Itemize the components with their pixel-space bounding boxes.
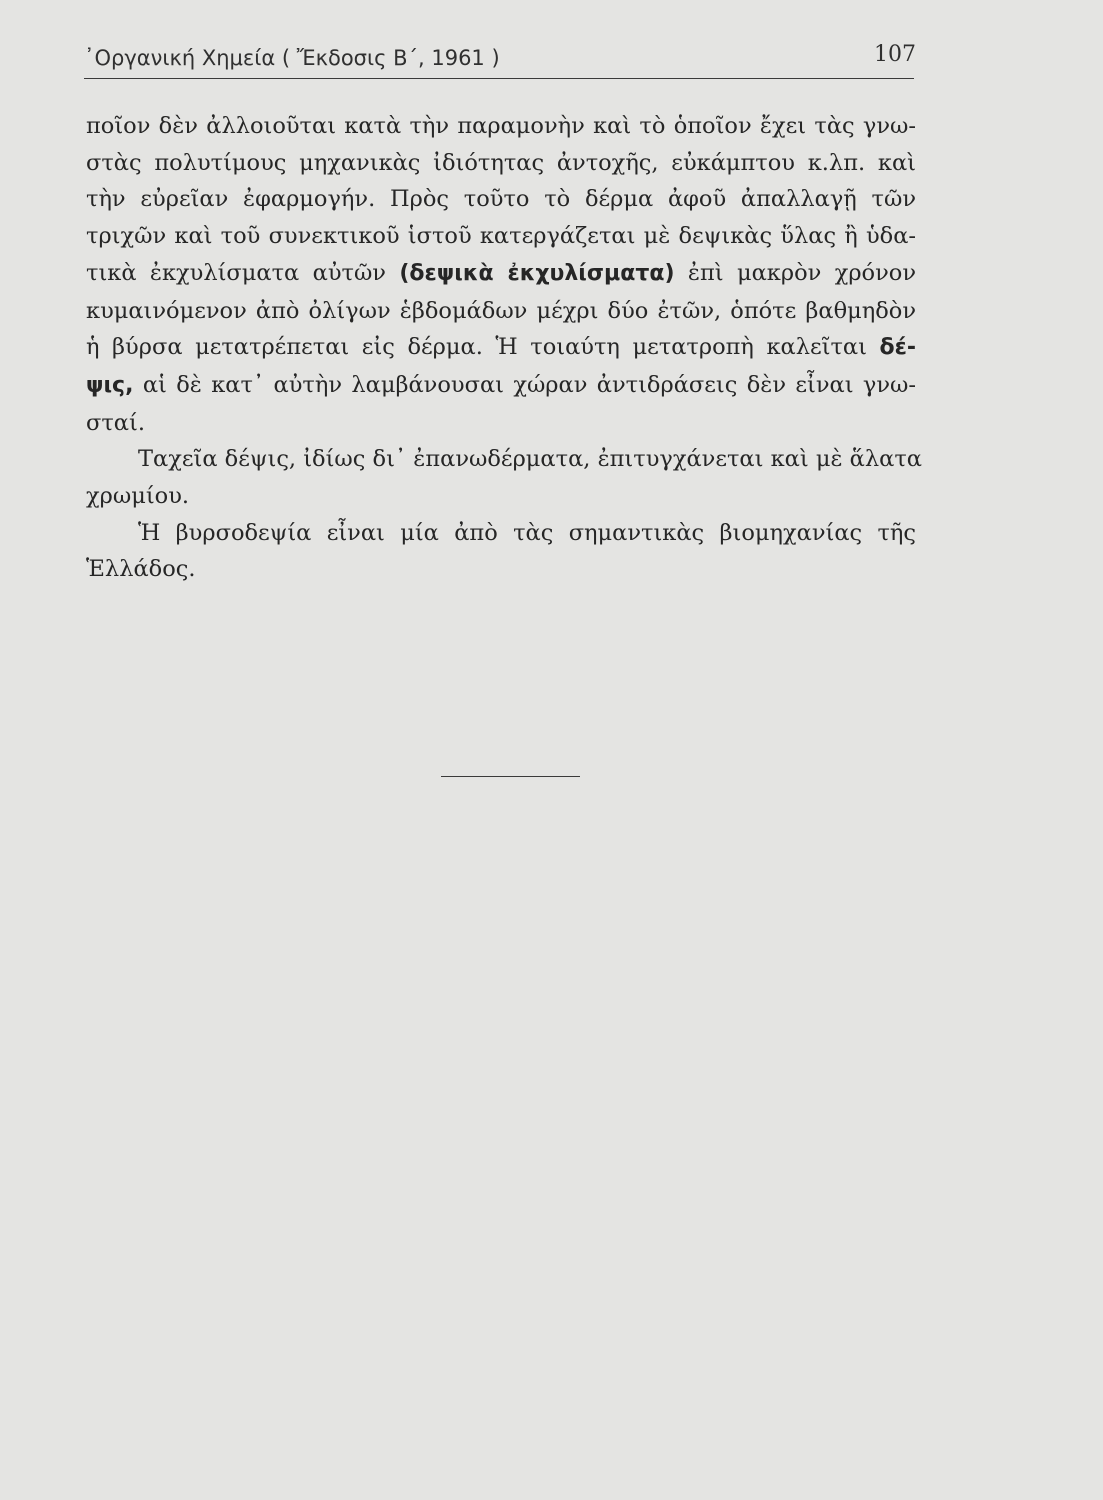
text-segment: αἱ δὲ κατ᾽ αὐτὴν λαμβάνουσαι χώραν ἀντιδράσεις δὲν εἶναι γνω- xyxy=(142,371,917,398)
text-segment: τικὰ ἐκχυλίσματα αὐτῶν xyxy=(86,259,386,286)
page-header xyxy=(84,44,916,76)
text-segment: ἡ βύρσα μετατρέπεται εἰς δέρμα. Ἡ τοιαύτη μετατροπὴ καλεῖται xyxy=(86,334,867,361)
text-line xyxy=(86,255,916,293)
running-title: ᾽Οργανική Χημεία ( Ἔκδοσις Β΄, 1961 ) xyxy=(84,46,500,70)
bold-term-tanning-extracts: (δεψικὰ ἐκχυλίσματα) xyxy=(399,260,675,286)
text-line: στὰς πολυτίμους μηχανικὰς ἰδιότητας ἀντοχῆς, εὐκάμπτου κ.λπ. καὶ xyxy=(86,149,916,176)
text-line xyxy=(86,329,916,367)
paragraph-greek-industry xyxy=(86,515,916,588)
text-line: κυμαινόμενον ἀπὸ ὀλίγων ἑβδομάδων μέχρι δύο ἐτῶν, ὁπότε βαθμηδὸν xyxy=(86,297,916,324)
paragraph-chrome-tanning xyxy=(86,441,922,514)
text-line: ποῖον δὲν ἀλλοιοῦται κατὰ τὴν παραμονὴν καὶ τὸ ὁποῖον ἔχει τὰς γνω- xyxy=(86,113,916,139)
paragraph-tanning-process xyxy=(86,108,916,441)
page-number: 107 xyxy=(874,42,916,67)
bold-term-tanning: δέ- xyxy=(879,335,916,361)
header-rule xyxy=(84,78,914,79)
text-line: τριχῶν καὶ τοῦ συνεκτικοῦ ἱστοῦ κατεργάζεται μὲ δεψικὰς ὕλας ἢ ὑδα- xyxy=(86,223,916,250)
text-line xyxy=(86,367,916,405)
text-line: Ταχεῖα δέψις, ἰδίως δι᾽ ἐπανωδέρματα, ἐπιτυγχάνεται καὶ μὲ ἅλατα xyxy=(138,446,922,473)
bold-term-tanning-end: ψις, xyxy=(86,372,134,398)
text-line: χρωμίου. xyxy=(86,483,190,510)
text-line: Ἡ βυρσοδεψία εἶναι μία ἀπὸ τὰς σημαντικὰς βιομηχανίας τῆς xyxy=(138,519,916,546)
text-line: σταί. xyxy=(86,409,145,436)
section-end-rule xyxy=(441,776,580,777)
body-text xyxy=(86,108,922,588)
text-segment: ἐπὶ μακρὸν χρόνον xyxy=(687,259,917,286)
text-line: τὴν εὐρεῖαν ἐφαρμογήν. Πρὸς τοῦτο τὸ δέρμα ἀφοῦ ἀπαλλαγῇ τῶν xyxy=(86,186,916,213)
text-line: Ἑλλάδος. xyxy=(86,556,196,583)
